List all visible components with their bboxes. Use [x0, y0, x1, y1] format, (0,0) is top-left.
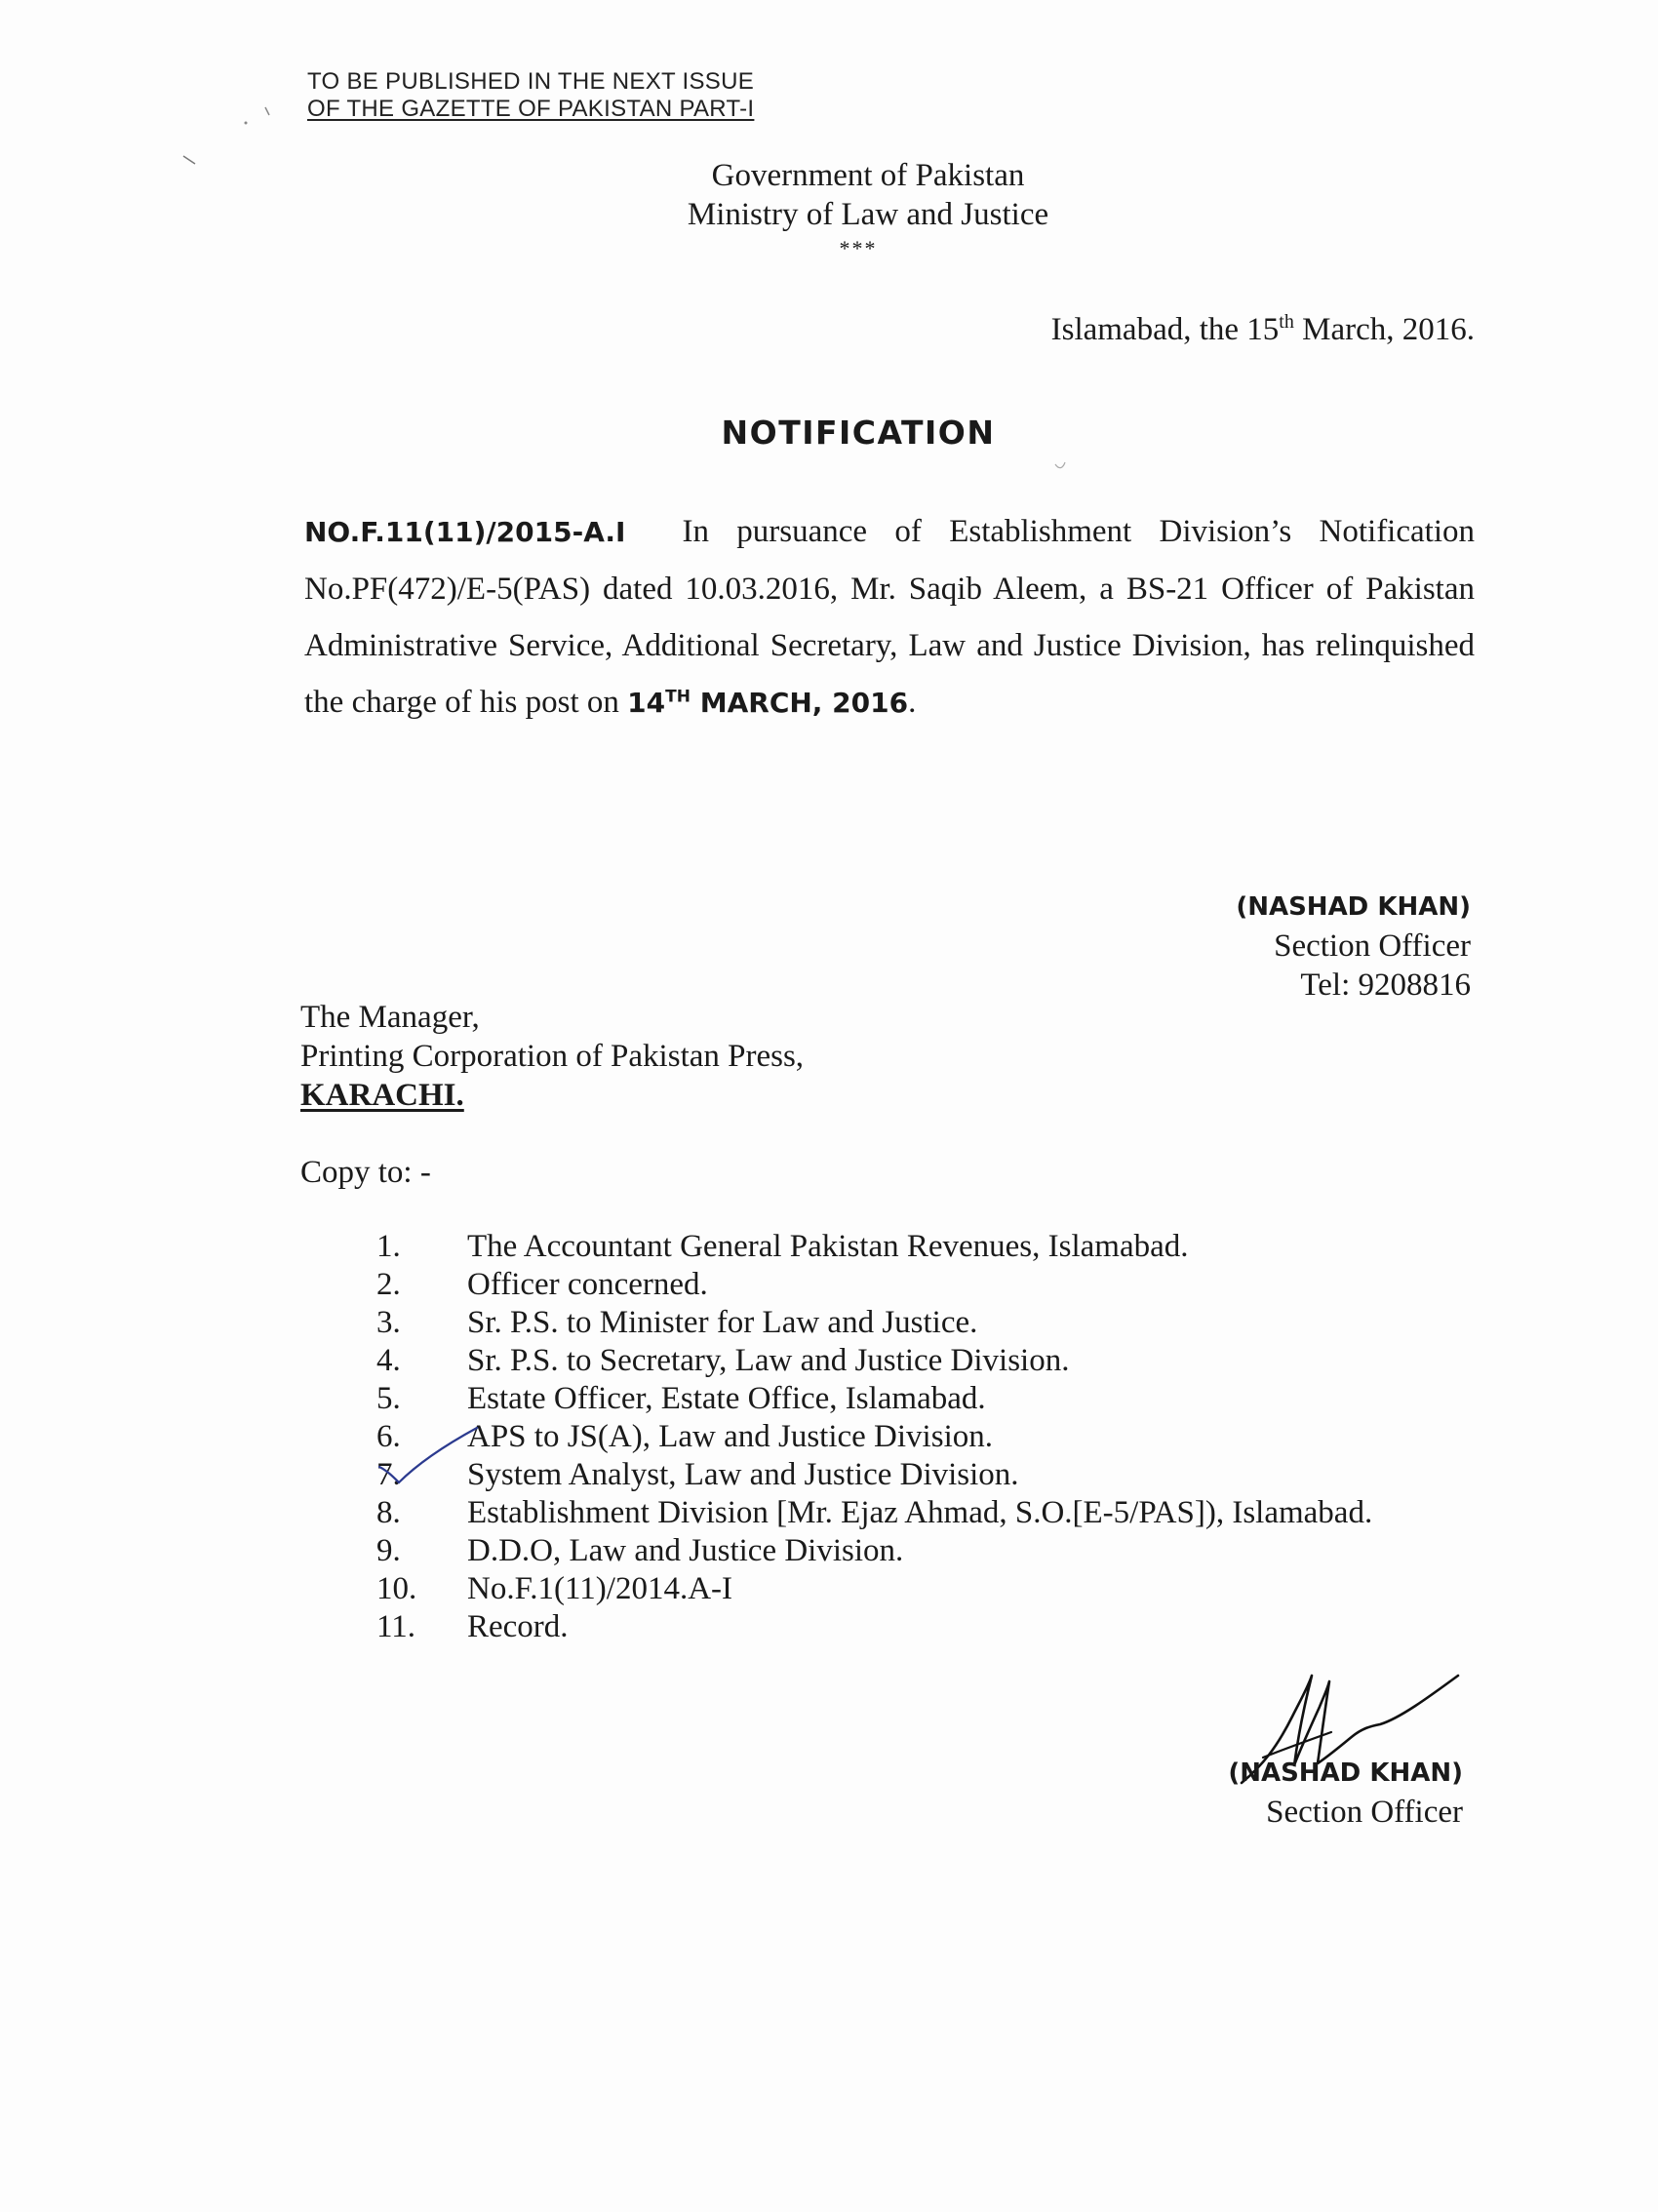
gazette-line-2: OF THE GAZETTE OF PAKISTAN PART-I [307, 96, 755, 122]
list-item-number: 3. [376, 1305, 401, 1340]
effective-date-rest: MARCH, 2016 [699, 687, 909, 719]
list-item-number: 5. [376, 1381, 401, 1416]
date-suffix: March, 2016. [1293, 312, 1475, 347]
list-item [376, 1380, 1483, 1418]
effective-date [627, 687, 908, 719]
copy-list [376, 1228, 1483, 1646]
addressee-line-2: Printing Corporation of Pakistan Press, [300, 1039, 805, 1074]
handwritten-tick-mark [374, 1422, 481, 1490]
list-item-text: D.D.O, Law and Justice Division. [467, 1533, 904, 1568]
list-item-number: 10. [376, 1571, 417, 1606]
list-item [376, 1494, 1483, 1532]
addressee-city: KARACHI. [300, 1078, 464, 1113]
list-item-number: 11. [376, 1609, 416, 1644]
list-item-text: Estate Officer, Estate Office, Islamabad. [467, 1381, 986, 1416]
header-separator: *** [839, 236, 878, 260]
list-item [376, 1532, 1483, 1570]
copy-to-label: Copy to: - [300, 1155, 431, 1190]
signature-block-2 [1228, 1754, 1463, 1832]
signatory-name: (NASHAD KHAN) [1236, 892, 1471, 922]
government-name: Government of Pakistan [711, 158, 1025, 193]
list-item-number: 9. [376, 1533, 401, 1568]
list-item [376, 1418, 1483, 1456]
notification-body [304, 503, 1475, 731]
list-item [376, 1570, 1483, 1608]
list-item-number: 2. [376, 1267, 401, 1302]
ministry-name: Ministry of Law and Justice [687, 197, 1049, 232]
list-item-number: 1. [376, 1229, 401, 1264]
addressee-line-1: The Manager, [300, 1000, 480, 1035]
list-item-number: 4. [376, 1343, 401, 1378]
list-item-text: Sr. P.S. to Minister for Law and Justice. [467, 1305, 978, 1340]
list-item-text: Sr. P.S. to Secretary, Law and Justice Division. [467, 1343, 1070, 1378]
list-item-text: System Analyst, Law and Justice Division. [467, 1457, 1019, 1492]
list-item [376, 1456, 1483, 1494]
list-item-number: 7. [376, 1457, 401, 1492]
list-item-text: Officer concerned. [467, 1267, 708, 1302]
list-item-number: 8. [376, 1495, 401, 1530]
list-item-text: The Accountant General Pakistan Revenues, Islamabad. [467, 1229, 1189, 1264]
list-item [376, 1228, 1483, 1266]
addressee-block [300, 998, 804, 1115]
gazette-notice [307, 68, 754, 123]
signatory-designation: Section Officer [1266, 1795, 1463, 1830]
date-line [1051, 310, 1475, 349]
signature-block-1 [1236, 888, 1471, 1005]
letterhead [0, 156, 1658, 259]
list-item [376, 1304, 1483, 1342]
signatory-designation: Section Officer [1274, 928, 1471, 964]
list-item-text: No.F.1(11)/2014.A-I [467, 1571, 733, 1606]
list-item-number: 6. [376, 1419, 401, 1454]
document-title: NOTIFICATION [721, 414, 996, 452]
signatory-tel: Tel: 9208816 [1300, 968, 1471, 1003]
signatory-name: (NASHAD KHAN) [1228, 1758, 1463, 1788]
body-end: . [908, 685, 917, 720]
reference-number: NO.F.11(11)/2015-A.I [304, 516, 626, 548]
effective-date-ordinal: TH [665, 687, 691, 707]
list-item-text: Establishment Division [Mr. Ejaz Ahmad, S.O.[E-5/PAS]), Islamabad. [467, 1495, 1373, 1530]
list-item [376, 1266, 1483, 1304]
list-item-text: Record. [467, 1609, 569, 1644]
effective-date-day: 14 [627, 687, 666, 719]
list-item [376, 1342, 1483, 1380]
date-ordinal: th [1279, 311, 1294, 333]
gazette-line-1: TO BE PUBLISHED IN THE NEXT ISSUE [307, 68, 755, 95]
list-item-text: APS to JS(A), Law and Justice Division. [467, 1419, 993, 1454]
body-text: In pursuance of Establishment Division’s Notification No.PF(472)/E-5(PAS) dated 10.03.2016, Mr. Saqib Aleem, a BS-21 Officer of Pakistan Administrative Service, Additional Secretary, Law and Justice Division, has relinquished the charge of his post on [304, 514, 1475, 720]
date-prefix: Islamabad, the 15 [1050, 312, 1280, 347]
list-item [376, 1608, 1483, 1646]
